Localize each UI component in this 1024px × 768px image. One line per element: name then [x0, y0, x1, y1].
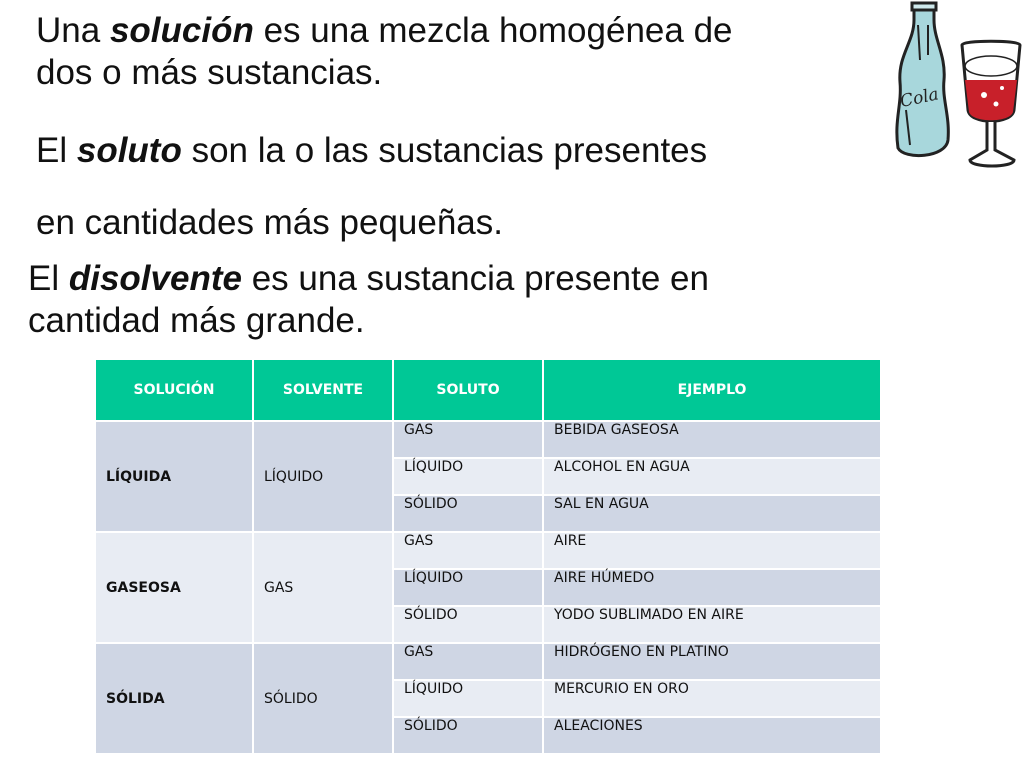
solucion-cell: GASEOSA — [95, 532, 253, 643]
definition-solute — [36, 130, 707, 172]
solucion-cell: SÓLIDA — [95, 643, 253, 754]
table-row — [95, 532, 881, 569]
header-solucion: SOLUCIÓN — [95, 359, 253, 421]
text: es una sustancia presente en — [241, 259, 709, 298]
text: dos o más sustancias. — [36, 53, 383, 92]
soluto-cell: LÍQUIDO — [393, 680, 543, 717]
solvente-cell: GAS — [253, 532, 393, 643]
soluto-cell: LÍQUIDO — [393, 458, 543, 495]
header-ejemplo: EJEMPLO — [543, 359, 881, 421]
text: El — [28, 259, 69, 298]
text: son la o las sustancias presentes — [181, 131, 708, 170]
text: en cantidades más pequeñas. — [36, 203, 503, 242]
ejemplo-cell: ALCOHOL EN AGUA — [543, 458, 881, 495]
solvente-cell: SÓLIDO — [253, 643, 393, 754]
cola-bottle-icon — [897, 3, 948, 156]
ejemplo-cell: YODO SUBLIMADO EN AIRE — [543, 606, 881, 643]
text: es una mezcla homogénea de — [253, 11, 733, 50]
soluto-cell: SÓLIDO — [393, 717, 543, 754]
ejemplo-cell: MERCURIO EN ORO — [543, 680, 881, 717]
text: Una — [36, 11, 110, 50]
definition-solvent — [28, 258, 709, 342]
ejemplo-cell: AIRE — [543, 532, 881, 569]
table-row — [95, 421, 881, 458]
cola-illustration — [884, 0, 1024, 180]
text: cantidad más grande. — [28, 301, 365, 340]
ejemplo-cell: ALEACIONES — [543, 717, 881, 754]
soluto-cell: SÓLIDO — [393, 495, 543, 532]
ejemplo-cell: AIRE HÚMEDO — [543, 569, 881, 606]
drink-glass-icon — [962, 41, 1020, 166]
ejemplo-cell: SAL EN AGUA — [543, 495, 881, 532]
table-row — [95, 643, 881, 680]
solutions-table — [94, 358, 882, 755]
definition-solute-cont — [36, 202, 503, 244]
soluto-cell: GAS — [393, 643, 543, 680]
text: El — [36, 131, 77, 170]
table-header-row — [95, 359, 881, 421]
header-soluto: SOLUTO — [393, 359, 543, 421]
ejemplo-cell: HIDRÓGENO EN PLATINO — [543, 643, 881, 680]
term-solvent: disolvente — [68, 259, 242, 298]
definition-solution — [36, 10, 733, 94]
solucion-cell: LÍQUIDA — [95, 421, 253, 532]
term-solution: solución — [109, 11, 254, 50]
ejemplo-cell: BEBIDA GASEOSA — [543, 421, 881, 458]
soluto-cell: GAS — [393, 421, 543, 458]
term-solute: soluto — [76, 131, 182, 170]
bottle-label: Cola — [898, 84, 941, 112]
soluto-cell: GAS — [393, 532, 543, 569]
soluto-cell: SÓLIDO — [393, 606, 543, 643]
header-solvente: SOLVENTE — [253, 359, 393, 421]
soluto-cell: LÍQUIDO — [393, 569, 543, 606]
solvente-cell: LÍQUIDO — [253, 421, 393, 532]
